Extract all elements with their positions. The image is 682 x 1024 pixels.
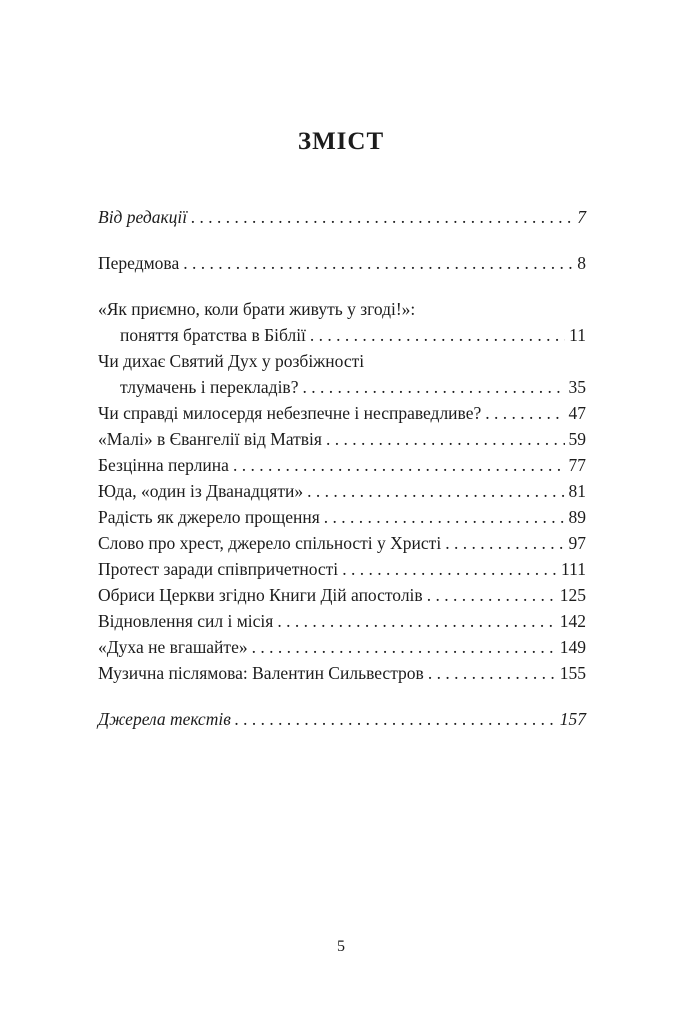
toc-entry-title: поняття братства в Біблії — [120, 325, 306, 345]
toc-entry-title: Безцінна перлина — [98, 455, 229, 475]
page-title: ЗМІСТ — [297, 128, 385, 155]
page-number: 5 — [337, 938, 345, 955]
toc-entry-page: 8 — [577, 253, 586, 273]
toc-entry-title: Чи справді милосердя небезпечне і несправедливе? — [98, 403, 482, 423]
table-of-contents — [98, 204, 586, 732]
toc-entry-title: «Духа не вгашайте» — [98, 637, 248, 657]
toc-entry-page: 47 — [568, 403, 586, 423]
toc-entry-page: 59 — [568, 429, 586, 449]
toc-entry-title: Протест заради співпричетності — [98, 559, 339, 579]
dot-leader — [233, 452, 565, 478]
toc-entry-title: Музична післямова: Валентин Сильвестров — [98, 663, 424, 683]
toc-entry-spirit[interactable] — [98, 634, 586, 660]
toc-entry-judas[interactable] — [98, 478, 586, 504]
toc-entry-title: Юда, «один із Дванадцяти» — [98, 481, 304, 501]
dot-leader — [485, 400, 564, 426]
toc-entry-cross[interactable] — [98, 530, 586, 556]
toc-entry-sources[interactable] — [98, 706, 586, 732]
toc-entry-page: 142 — [559, 611, 586, 631]
dot-leader — [277, 608, 555, 634]
dot-leader — [252, 634, 556, 660]
toc-entry-title: Радість як джерело прощення — [98, 507, 320, 527]
toc-entry-title: тлумачень і перекладів? — [120, 377, 299, 397]
dot-leader — [324, 504, 565, 530]
toc-entry-brotherhood[interactable] — [98, 296, 586, 348]
toc-entry-page: 35 — [568, 377, 586, 397]
toc-entry-page: 157 — [559, 709, 586, 729]
toc-entry-page: 11 — [569, 325, 586, 345]
toc-entry-renewal[interactable] — [98, 608, 586, 634]
toc-entry-title: Обриси Церкви згідно Книги Дій апостолів — [98, 585, 423, 605]
dot-leader — [445, 530, 564, 556]
dot-leader — [302, 374, 564, 400]
dot-leader — [191, 204, 573, 230]
dot-leader — [183, 250, 573, 276]
toc-entry-church[interactable] — [98, 582, 586, 608]
toc-entry-joy[interactable] — [98, 504, 586, 530]
dot-leader — [235, 706, 556, 732]
toc-entry-foreword[interactable] — [98, 250, 586, 276]
toc-entry-title: «Малі» в Євангелії від Матвія — [98, 429, 322, 449]
dot-leader — [427, 582, 556, 608]
toc-entry-page: 97 — [568, 533, 586, 553]
toc-entry-title: Джерела текстів — [98, 709, 231, 729]
toc-entry-protest[interactable] — [98, 556, 586, 582]
toc-entry-page: 81 — [568, 481, 586, 501]
toc-entry-editorial[interactable] — [98, 204, 586, 230]
toc-entry-title: Передмова — [98, 253, 180, 273]
dot-leader — [428, 660, 556, 686]
toc-entry-page: 7 — [577, 207, 586, 227]
toc-entry-page: 155 — [559, 663, 586, 683]
toc-entry-holy-spirit[interactable] — [98, 348, 586, 400]
toc-entry-page: 125 — [559, 585, 586, 605]
dot-leader — [310, 322, 565, 348]
toc-entry-afterword[interactable] — [98, 660, 586, 686]
dot-leader — [326, 426, 565, 452]
toc-entry-title-line1: Чи дихає Святий Дух у розбіжності — [98, 351, 365, 371]
toc-entry-title-line1: «Як приємно, коли брати живуть у згоді!»: — [98, 299, 416, 319]
toc-entry-page: 149 — [559, 637, 586, 657]
toc-entry-title: Від редакції — [98, 207, 188, 227]
toc-entry-title: Відновлення сил і місія — [98, 611, 274, 631]
toc-entry-title: Слово про хрест, джерело спільності у Христі — [98, 533, 442, 553]
toc-entry-page: 89 — [568, 507, 586, 527]
toc-entry-mercy[interactable] — [98, 400, 586, 426]
toc-entry-little-ones[interactable] — [98, 426, 586, 452]
toc-entry-page: 77 — [568, 455, 586, 475]
dot-leader — [307, 478, 564, 504]
toc-entry-page: 111 — [561, 559, 586, 579]
toc-entry-pearl[interactable] — [98, 452, 586, 478]
dot-leader — [342, 556, 557, 582]
